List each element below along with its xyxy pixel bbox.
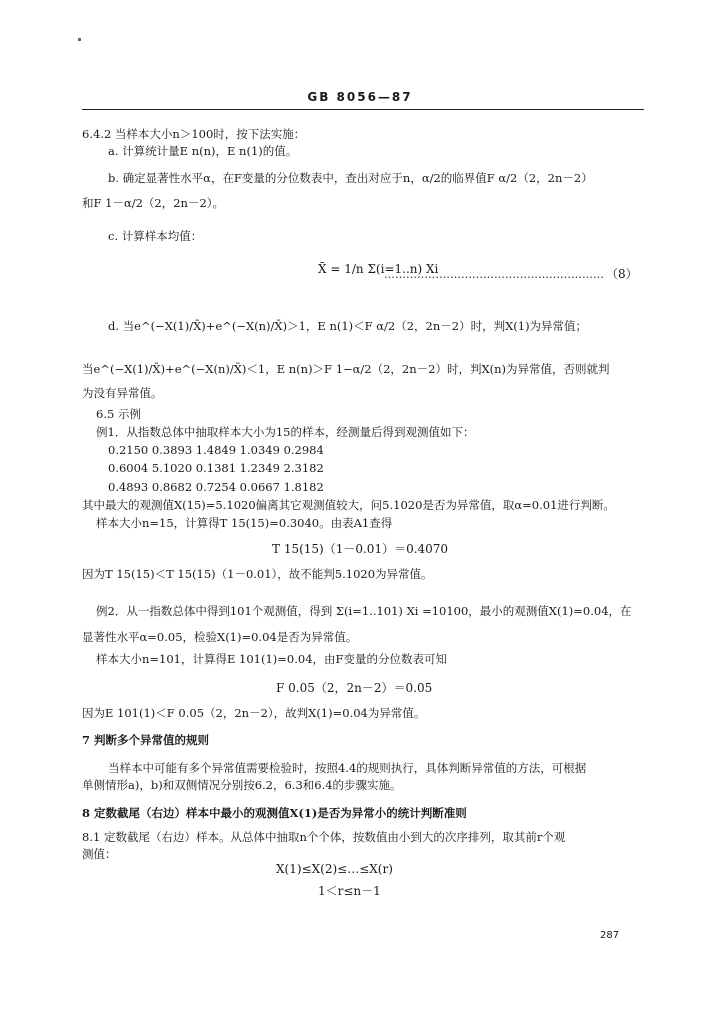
step-d-end: 为没有异常值。 — [82, 386, 163, 400]
section-7-heading: 7 判断多个异常值的规则 — [82, 733, 210, 747]
example-2-calc: 样本大小n=101，计算得E 101(1)=0.04，由F变量的分位数表可知 — [96, 652, 448, 666]
example-1-calc: 样本大小n=15，计算得T 15(15)=0.3040。由表A1查得 — [96, 516, 393, 530]
equation-8: X̄ = 1/n Σ(i=1..n) Xi — [318, 262, 439, 276]
equation-order: X(1)≤X(2)≤…≤X(r) — [276, 862, 393, 876]
step-d: d. 当e^(−X(1)/X̄)+e^(−X(n)/X̄)＞1，E n(1)＜F α/2（2，2n－2）时，判X(1)为异常值； — [108, 319, 588, 333]
equation-F: F 0.05（2，2n－2）＝0.05 — [276, 681, 433, 695]
standard-header: GB 8056—87 — [307, 90, 413, 104]
example-1: 例1．从指数总体中抽取样本大小为15的样本，经测量后得到观测值如下： — [96, 425, 475, 439]
data-row-2: 0.6004 5.1020 0.1381 1.2349 2.3182 — [108, 461, 324, 475]
section-6-4-2: 6.4.2 当样本大小n＞100时，按下法实施： — [82, 127, 306, 141]
section-7-text: 当样本中可能有多个异常值需要检验时，按照4.4的规则执行，具体判断异常值的方法，可根据 — [108, 761, 587, 775]
step-a: a. 计算统计量E n(n)，E n(1)的值。 — [108, 144, 298, 158]
example-2: 例2．从一指数总体中得到101个观测值，得到 Σ(i=1..101) Xi =10100，最小的观测值X(1)=0.04，在 — [96, 604, 632, 618]
section-8-1-cont: 测值： — [82, 847, 117, 861]
equation-T: T 15(15)（1－0.01）＝0.4070 — [272, 542, 449, 556]
data-row-3: 0.4893 0.8682 0.7254 0.0667 1.8182 — [108, 480, 324, 494]
equation-leader-dots: …………………………………………………… — [384, 268, 604, 281]
example-1-question: 其中最大的观测值X(15)=5.1020偏离其它观测值较大，问5.1020是否为异常值，取α=0.01进行判断。 — [82, 498, 615, 512]
step-b: b. 确定显著性水平α，在F变量的分位数表中，查出对应于n，α/2的临界值F α/2（2，2n－2） — [108, 171, 593, 185]
equation-8-number: （8） — [606, 267, 638, 281]
step-b-cont: 和F 1－α/2（2，2n－2）。 — [82, 196, 225, 210]
example-2-question: 显著性水平α=0.05，检验X(1)=0.04是否为异常值。 — [82, 630, 358, 644]
section-6-5: 6.5 示例 — [96, 407, 141, 421]
scan-mark — [78, 38, 81, 41]
step-c: c. 计算样本均值： — [108, 229, 203, 243]
section-7-text-cont: 单侧情形a)，b)和双侧情况分别按6.2，6.3和6.4的步骤实施。 — [82, 778, 402, 792]
data-row-1: 0.2150 0.3893 1.4849 1.0349 0.2984 — [108, 443, 324, 457]
page-number: 287 — [600, 930, 620, 941]
header-rule — [82, 109, 644, 110]
example-1-conclusion: 因为T 15(15)＜T 15(15)（1－0.01），故不能判5.1020为异常值。 — [82, 567, 433, 581]
example-2-conclusion: 因为E 101(1)＜F 0.05（2，2n－2），故判X(1)=0.04为异常值。 — [82, 706, 426, 720]
equation-r-range: 1＜r≤n－1 — [318, 884, 381, 898]
section-8-1: 8.1 定数截尾（右边）样本。从总体中抽取n个个体，按数值由小到大的次序排列，取其前r个观 — [82, 830, 566, 844]
section-8-heading: 8 定数截尾（右边）样本中最小的观测值X(1)是否为异常小的统计判断准则 — [82, 806, 467, 820]
step-d-cont: 当e^(−X(1)/X̄)+e^(−X(n)/X̄)＜1，E n(n)＞F 1−α/2（2，2n－2）时，判X(n)为异常值，否则就判 — [82, 362, 610, 376]
